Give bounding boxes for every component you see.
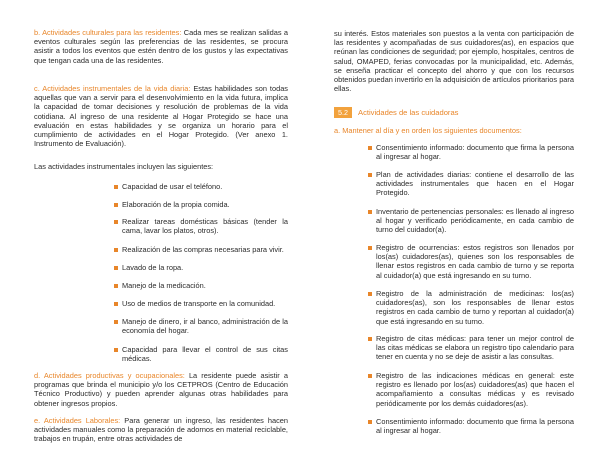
list-item: Consentimiento informado: documento que firma la persona al ingresar al hogar. — [376, 417, 574, 435]
bullet-icon — [114, 220, 118, 224]
paragraph-continued: su interés. Estos materiales son puestos a la venta con participación de las residentes y acompañadas de sus cuidadores(as), en espacios que reúnan las condiciones de seguridad; por ejemplo, hospitales, centros de salud, OMAPED, ferias convocadas por la municipalidad, etc. Además, se enseña practicar el concepto del ahorro y que con los recursos obtenidos puedan invertirlo en la adquisición de artículos prioritarios para ellas. — [334, 29, 574, 94]
list-item: Capacidad para llevar el control de sus citas médicas. — [122, 345, 288, 363]
list-item: Lavado de la ropa. — [122, 263, 288, 272]
list-item: Capacidad de usar el teléfono. — [122, 182, 288, 191]
instrumental-intro: Las actividades instrumentales incluyen las siguientes: — [34, 162, 214, 171]
bullet-icon — [114, 302, 118, 306]
list-item: Realizar tareas domésticas básicas (tender la cama, lavar los platos, otros). — [122, 217, 288, 235]
bullet-icon — [368, 146, 372, 150]
list-item: Registro de las indicaciones médicas en general: este registro es llenado por los(as) cuidadores(as) que hacen el acompañamiento a consultas médicas y es revisado periódicamente por los demás cuidadores(as). — [376, 371, 574, 408]
list-item: Plan de actividades diarias: contiene el desarrollo de las actividades instrumentales que hacen en el Hogar Protegido. — [376, 170, 574, 198]
bullet-icon — [368, 246, 372, 250]
bullet-icon — [368, 374, 372, 378]
bullet-icon — [368, 173, 372, 177]
text-productive-activities: La residente puede asistir a programas que brinda el municipio y/o los CETPROS (Centro de Educación Técnico Productivo) y pueden aprender algunas otras habilidades para obtener ingresos propios. — [34, 371, 289, 408]
section-number: 5.2 — [334, 107, 352, 118]
paragraph-labor-activities — [34, 416, 288, 444]
list-item: Registro de citas médicas: para tener un mejor control de las citas médicas se elabora un registro tipo calendario para tener en cuenta y no se deje de asistir a las consultas. — [376, 334, 574, 362]
paragraph-instrumental-activities — [34, 84, 288, 148]
list-item: Consentimiento informado: documento que firma la persona al ingresar al hogar. — [376, 143, 574, 161]
heading-instrumental-activities: c. Actividades instrumentales de la vida diaria: — [34, 84, 191, 93]
list-item: Elaboración de la propia comida. — [122, 200, 288, 209]
documents-subheading: a. Mantener al día y en orden los siguientes documentos: — [334, 126, 522, 135]
paragraph-cultural-activities — [34, 28, 288, 65]
list-item: Manejo de dinero, ir al banco, administración de la economía del hogar. — [122, 317, 288, 335]
section-title: Actividades de las cuidadoras — [358, 107, 459, 117]
section-header — [334, 107, 574, 118]
bullet-icon — [114, 185, 118, 189]
bullet-icon — [368, 210, 372, 214]
bullet-icon — [114, 320, 118, 324]
bullet-icon — [368, 337, 372, 341]
list-item: Inventario de pertenencias personales: es llenado al ingreso al hogar y verificado periódicamente, en cada cambio de turno del cuidador(a). — [376, 207, 574, 235]
bullet-icon — [368, 420, 372, 424]
bullet-icon — [114, 203, 118, 207]
bullet-icon — [114, 348, 118, 352]
text-labor-activities: Para generar un ingreso, las residentes hacen actividades manuales como la preparación de adornos en material reciclable, trabajos en trupán, entre otras actividades de — [34, 416, 289, 444]
bullet-icon — [114, 248, 118, 252]
bullet-icon — [368, 292, 372, 296]
bullet-icon — [114, 266, 118, 270]
list-item: Manejo de la medicación. — [122, 281, 288, 290]
list-item: Realización de las compras necesarias para vivir. — [122, 245, 288, 254]
heading-productive-activities: d. Actividades productivas y ocupacionales: — [34, 371, 185, 380]
bullet-icon — [114, 284, 118, 288]
list-item: Registro de ocurrencias: estos registros son llenados por los(as) cuidadores(as), quienes son los responsables de llenar estos registros en cada cambio de turno y se reporta al cuidador(a) que está ingresando en su turno. — [376, 243, 574, 280]
text-instrumental-activities: Estas habilidades son todas aquellas que van a servir para el desenvolvimiento en la vida futura, implica la capacidad de tomar decisiones y resolución de problemas de la vida cotidiana. Al ingreso de una residente al Hogar Protegido se hace una evaluación en estas habilidades y se organiza un horario para el cumplimiento de actividades en el Hogar Protegido. (Ver anexo 1. Instrumento de Evaluación). — [34, 84, 288, 149]
paragraph-productive-activities — [34, 371, 288, 408]
heading-labor-activities: e. Actividades Laborales: — [34, 416, 121, 425]
text-cultural-activities: Cada mes se realizan salidas a eventos culturales según las preferencias de las residentes, se procura asistir a todos los eventos que estén dentro de los gustos y las expectativas que tengan cada una de las residentes. — [34, 28, 288, 65]
list-item: Registro de la administración de medicinas: los(as) cuidadores(as), son los responsables de llenar estos registros en cada cambio de turno y reportan al cuidador(a) que está ingresando en su turno. — [376, 289, 574, 326]
list-item: Uso de medios de transporte en la comunidad. — [122, 299, 288, 308]
heading-cultural-activities: b. Actividades culturales para las residentes: — [34, 28, 182, 37]
